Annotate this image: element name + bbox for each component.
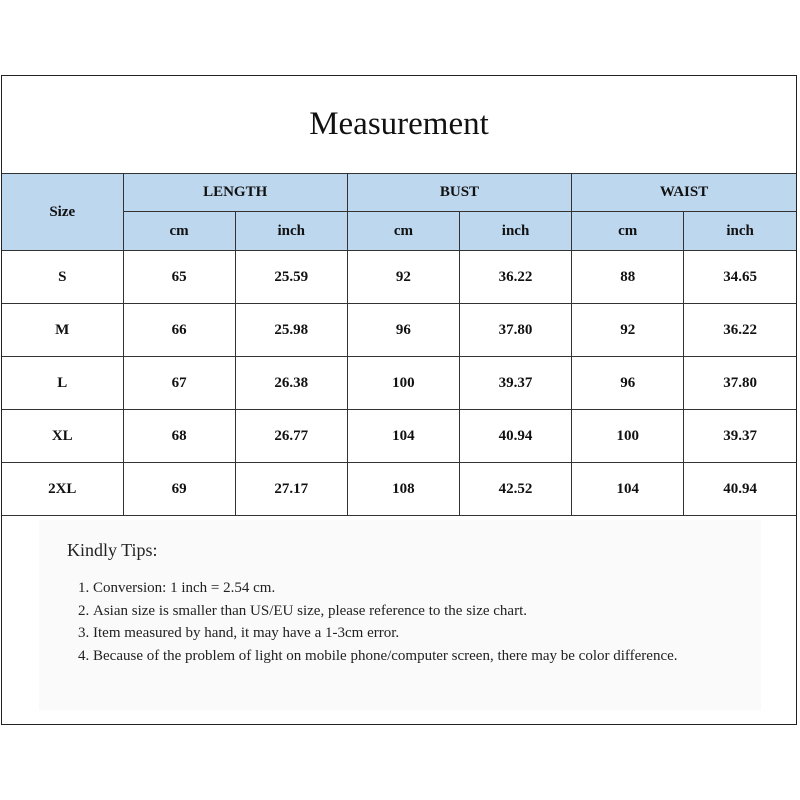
length-cm-cell: 67 [123, 357, 235, 410]
waist-inch-cell: 40.94 [684, 463, 796, 516]
bust-cm-cell: 92 [347, 251, 459, 304]
size-cell: 2XL [2, 463, 123, 516]
bust-inch-cell: 42.52 [459, 463, 571, 516]
measurement-card [1, 75, 797, 725]
length-inch-cell: 27.17 [235, 463, 347, 516]
unit-header-inch: inch [684, 212, 796, 251]
bust-inch-cell: 40.94 [459, 410, 571, 463]
tip-item: 2. Asian size is smaller than US/EU size, please reference to the size chart. [93, 600, 733, 623]
unit-header-inch: inch [459, 212, 571, 251]
size-cell: L [2, 357, 123, 410]
bust-cm-cell: 96 [347, 304, 459, 357]
length-header: LENGTH [123, 174, 347, 212]
kindly-tips-box [39, 520, 761, 710]
waist-cm-cell: 92 [572, 304, 684, 357]
waist-header: WAIST [572, 174, 796, 212]
bust-header: BUST [347, 174, 571, 212]
length-inch-cell: 26.77 [235, 410, 347, 463]
waist-inch-cell: 37.80 [684, 357, 796, 410]
waist-cm-cell: 96 [572, 357, 684, 410]
table-row [2, 304, 796, 357]
length-inch-cell: 25.98 [235, 304, 347, 357]
length-cm-cell: 66 [123, 304, 235, 357]
waist-cm-cell: 88 [572, 251, 684, 304]
tips-list [67, 577, 733, 667]
size-cell: S [2, 251, 123, 304]
size-chart-table [2, 173, 796, 516]
tip-item: 3. Item measured by hand, it may have a 1-3cm error. [93, 622, 733, 645]
length-cm-cell: 65 [123, 251, 235, 304]
length-inch-cell: 25.59 [235, 251, 347, 304]
waist-inch-cell: 36.22 [684, 304, 796, 357]
unit-header-cm: cm [347, 212, 459, 251]
length-cm-cell: 69 [123, 463, 235, 516]
bust-cm-cell: 108 [347, 463, 459, 516]
size-column-header: Size [2, 174, 123, 251]
waist-inch-cell: 39.37 [684, 410, 796, 463]
length-cm-cell: 68 [123, 410, 235, 463]
bust-inch-cell: 39.37 [459, 357, 571, 410]
bust-cm-cell: 104 [347, 410, 459, 463]
tips-title: Kindly Tips: [67, 540, 158, 560]
table-header-row [2, 174, 796, 212]
waist-cm-cell: 100 [572, 410, 684, 463]
waist-cm-cell: 104 [572, 463, 684, 516]
page-title: Measurement [309, 106, 489, 142]
unit-header-inch: inch [235, 212, 347, 251]
bust-inch-cell: 37.80 [459, 304, 571, 357]
table-row [2, 357, 796, 410]
tip-item: 1. Conversion: 1 inch = 2.54 cm. [93, 577, 733, 600]
unit-header-cm: cm [572, 212, 684, 251]
table-row [2, 463, 796, 516]
tip-item: 4. Because of the problem of light on mobile phone/computer screen, there may be color difference. [93, 645, 733, 668]
waist-inch-cell: 34.65 [684, 251, 796, 304]
table-row [2, 410, 796, 463]
length-inch-cell: 26.38 [235, 357, 347, 410]
unit-header-cm: cm [123, 212, 235, 251]
table-row [2, 251, 796, 304]
size-cell: XL [2, 410, 123, 463]
bust-inch-cell: 36.22 [459, 251, 571, 304]
bust-cm-cell: 100 [347, 357, 459, 410]
size-cell: M [2, 304, 123, 357]
